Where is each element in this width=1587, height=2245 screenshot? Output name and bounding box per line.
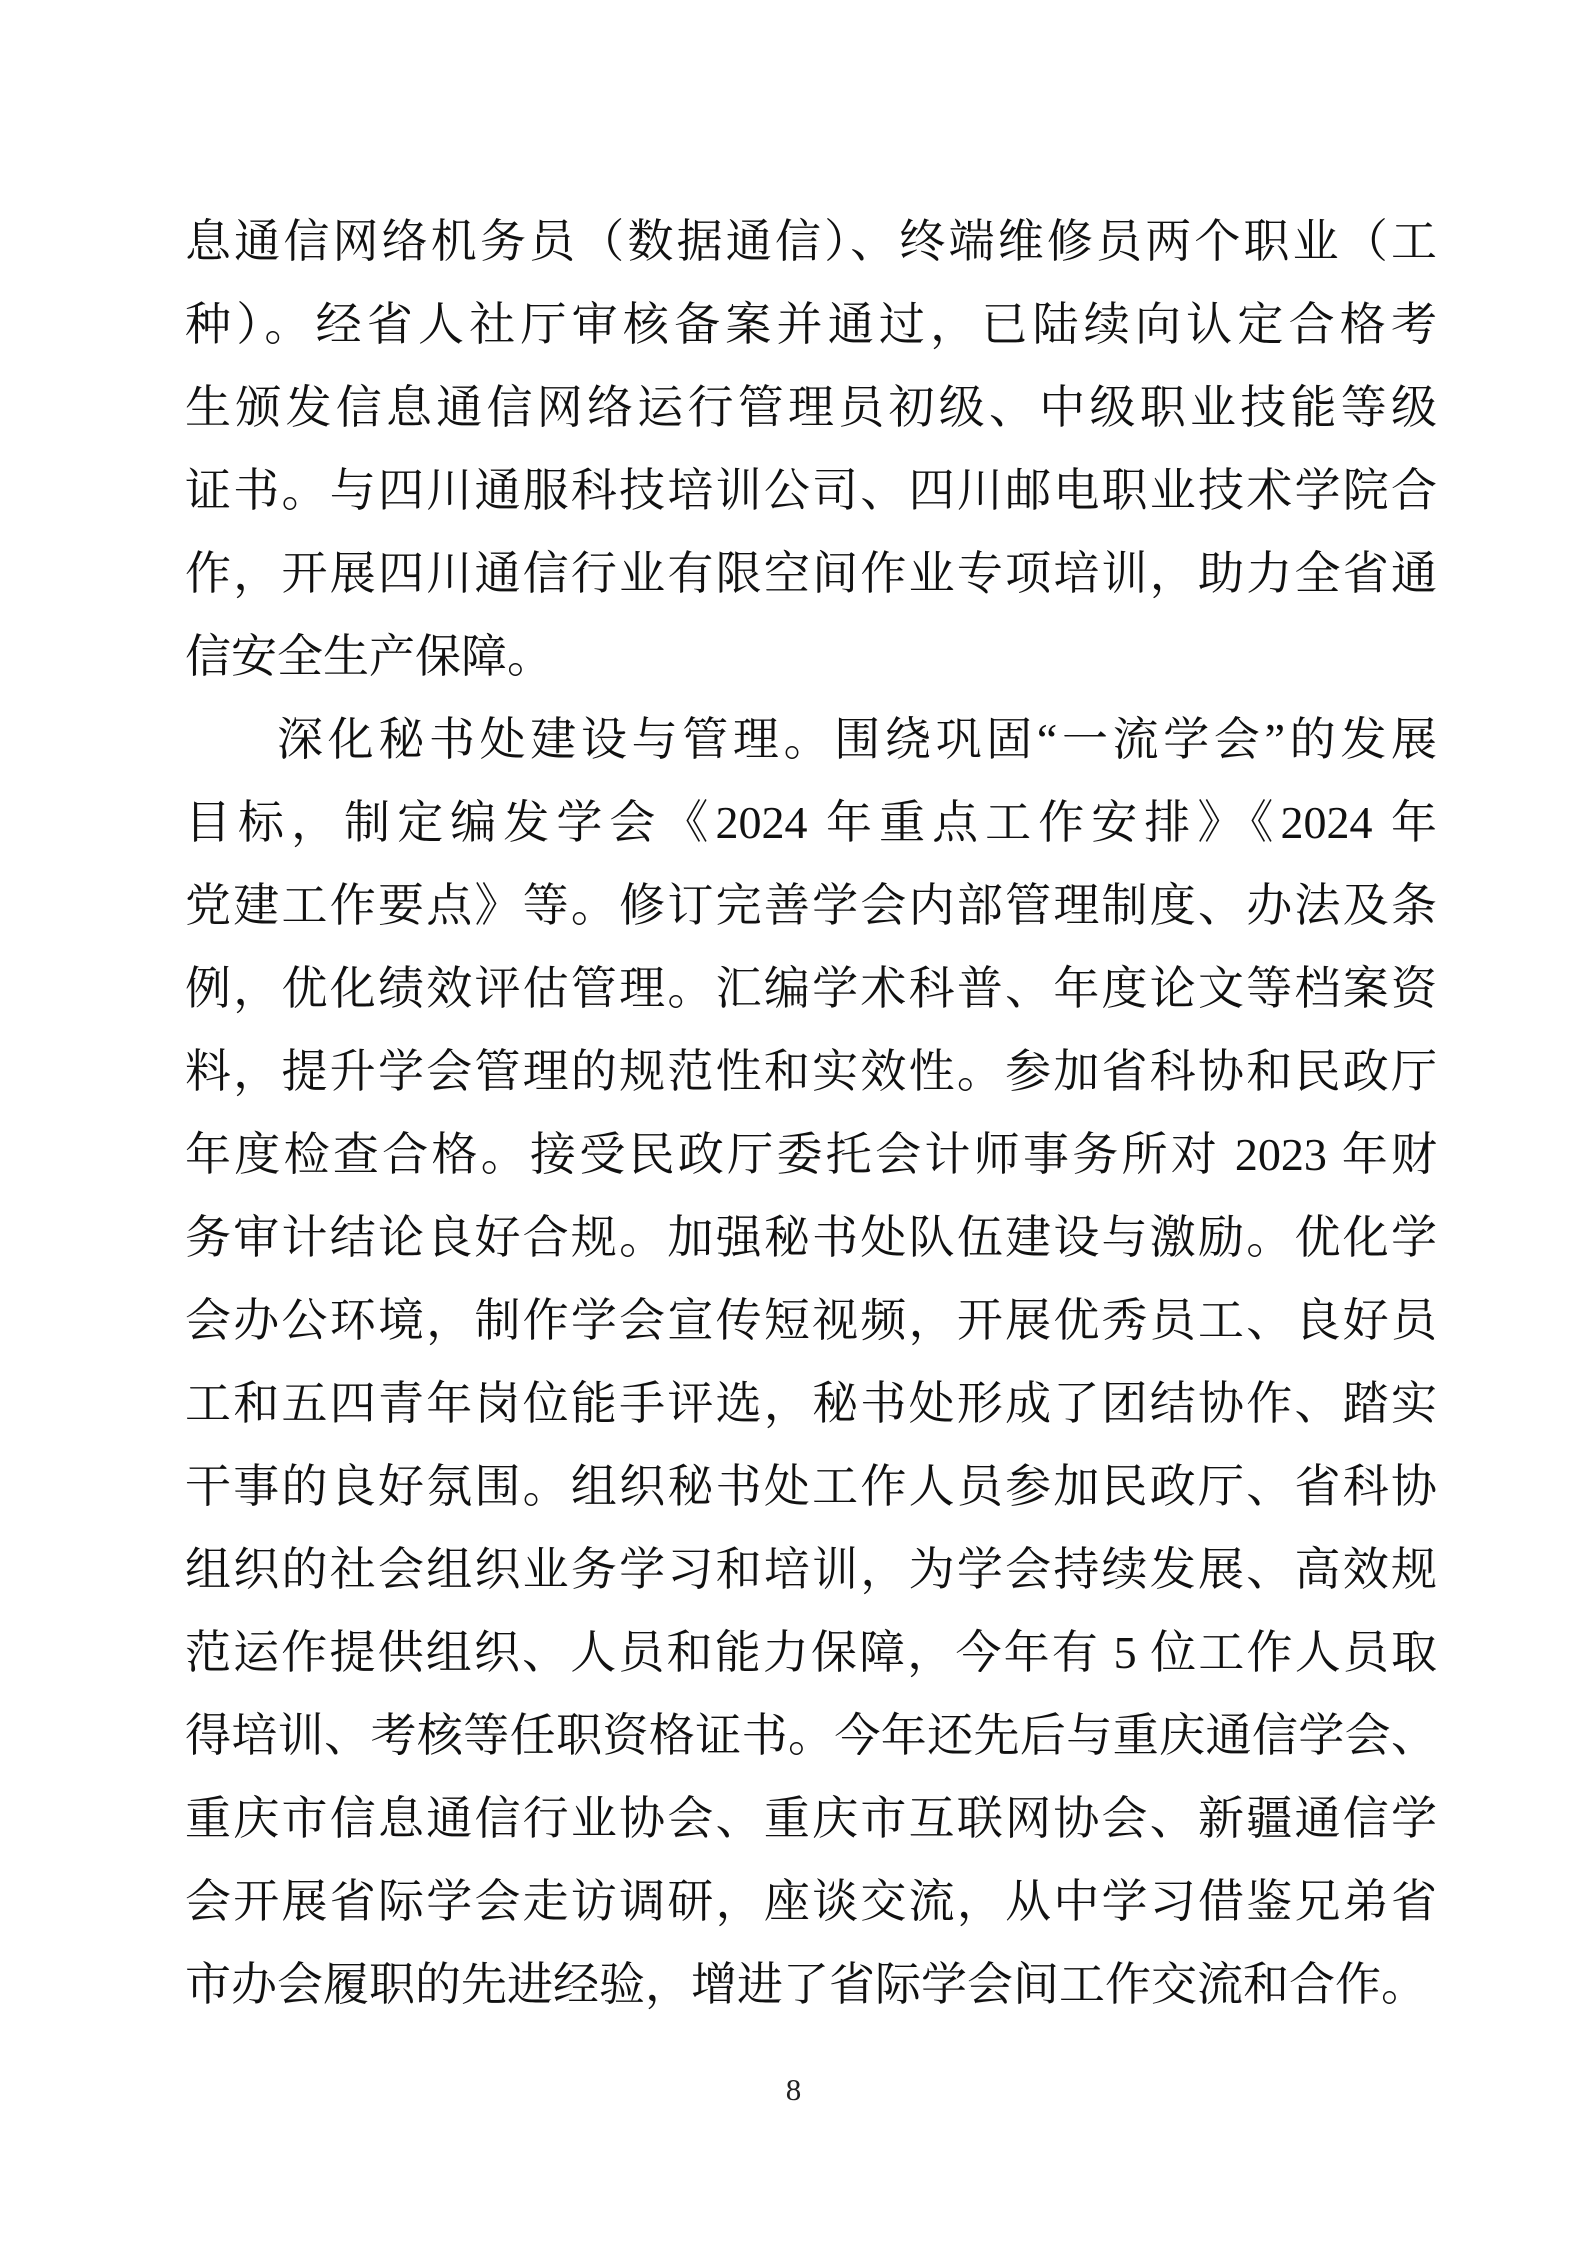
text-line: 证书。与四川通服科技培训公司、四川邮电职业技术学院合 xyxy=(185,465,1437,516)
text-line: 得培训、考核等任职资格证书。今年还先后与重庆通信学会、 xyxy=(185,1710,1437,1761)
text-line: 信安全生产保障。 xyxy=(185,631,553,682)
text-line: 干事的良好氛围。组织秘书处工作人员参加民政厅、省科协 xyxy=(185,1461,1437,1512)
text-line: 范运作提供组织、人员和能力保障，今年有 5 位工作人员取 xyxy=(185,1627,1437,1678)
document-body xyxy=(185,200,1437,2026)
text-line: 市办会履职的先进经验，增进了省际学会间工作交流和合作。 xyxy=(185,1959,1427,2010)
text-line: 工和五四青年岗位能手评选，秘书处形成了团结协作、踏实 xyxy=(185,1378,1437,1429)
page-number: 8 xyxy=(785,2072,802,2107)
text-line: 目标，制定编发学会《2024 年重点工作安排》《2024 年 xyxy=(185,797,1437,848)
text-line: 息通信网络机务员（数据通信）、终端维修员两个职业（工 xyxy=(185,216,1437,267)
text-line: 作，开展四川通信行业有限空间作业专项培训，助力全省通 xyxy=(185,548,1437,599)
text-line: 务审计结论良好合规。加强秘书处队伍建设与激励。优化学 xyxy=(185,1212,1437,1263)
text-line: 组织的社会组织业务学习和培训，为学会持续发展、高效规 xyxy=(185,1544,1437,1595)
text-line: 料，提升学会管理的规范性和实效性。参加省科协和民政厅 xyxy=(185,1046,1437,1097)
text-line: 例，优化绩效评估管理。汇编学术科普、年度论文等档案资 xyxy=(185,963,1437,1014)
text-line: 会开展省际学会走访调研，座谈交流，从中学习借鉴兄弟省 xyxy=(185,1876,1437,1927)
text-line: 深化秘书处建设与管理。围绕巩固“一流学会”的发展 xyxy=(277,714,1437,765)
text-line: 年度检查合格。接受民政厅委托会计师事务所对 2023 年财 xyxy=(185,1129,1437,1180)
text-line: 党建工作要点》等。修订完善学会内部管理制度、办法及条 xyxy=(185,880,1437,931)
text-line: 重庆市信息通信行业协会、重庆市互联网协会、新疆通信学 xyxy=(185,1793,1437,1844)
page-footer xyxy=(0,2072,1587,2108)
text-line: 会办公环境，制作学会宣传短视频，开展优秀员工、良好员 xyxy=(185,1295,1437,1346)
text-line: 种）。经省人社厅审核备案并通过，已陆续向认定合格考 xyxy=(185,299,1437,350)
text-line: 生颁发信息通信网络运行管理员初级、中级职业技能等级 xyxy=(185,382,1437,433)
